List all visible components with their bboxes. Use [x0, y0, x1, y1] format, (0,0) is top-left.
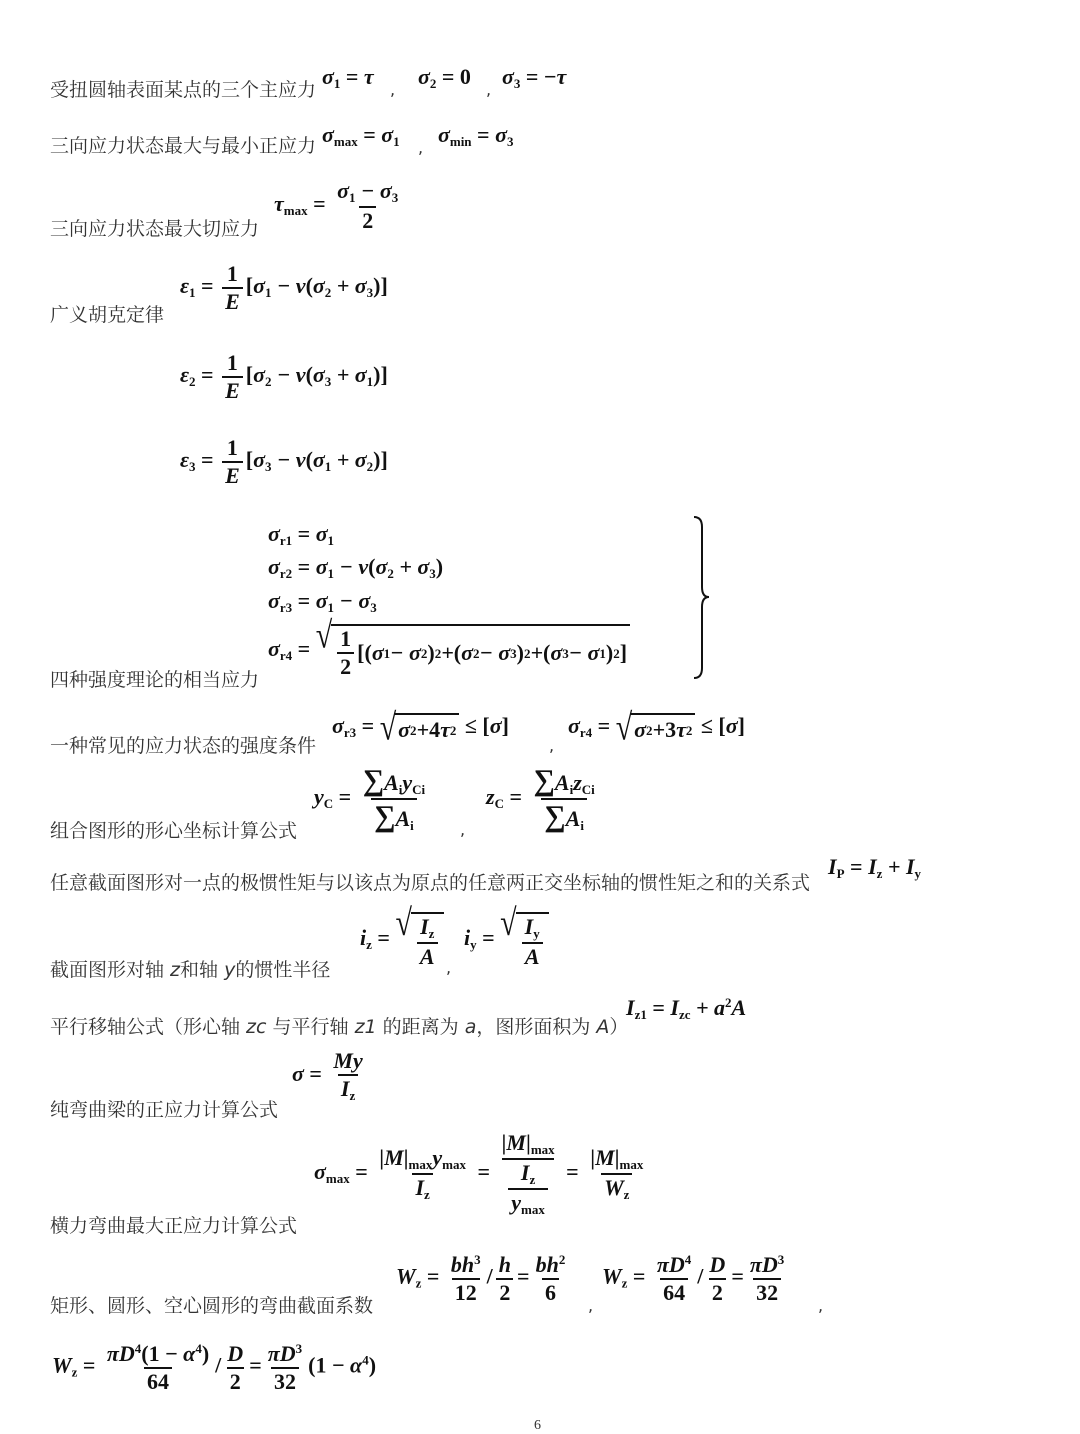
page-number: 6	[534, 1418, 541, 1433]
label-three-max-shear: 三向应力状态最大切应力	[50, 218, 260, 240]
eq-polar-inertia: $I_P = I_z + I_y$	[828, 854, 922, 881]
label-centroid: 组合图形的形心坐标计算公式	[50, 820, 298, 842]
sep-comma: ,	[390, 80, 396, 99]
eq-strength-r3: $\sigma_{r3}$ = √ σ 2 + 4 τ 2 ≤ [σ]	[332, 706, 509, 748]
eq-modulus-circle: $W_z$ = $\frac{\pi D^4}{64}$ / $\frac{D}{2}$ = $\frac{\pi D^3}{32}$	[602, 1251, 785, 1305]
parallel-text-mid1: 与平行轴	[266, 1016, 355, 1038]
gyration-text-pre: 截面图形对轴	[50, 959, 171, 981]
eq-sigma-r2: $\sigma_{r2} = \sigma_1 - \nu(\sigma_2 + \sigma_3)$	[268, 554, 444, 581]
eq-torsion-sigma3: $\sigma_3 = -\tau$	[502, 64, 567, 91]
eq-hooke-eps1: $\varepsilon_1$ = $\frac{1}{E}$ $[\sigma_1 - \nu(\sigma_2 + \sigma_3)]$	[180, 261, 388, 314]
sep-comma: ,	[549, 736, 555, 755]
parallel-A: A	[596, 1016, 610, 1038]
sep-comma: ,	[460, 820, 466, 839]
right-brace	[692, 515, 712, 680]
eq-transverse-bending: $\sigma_{max}$ = $\frac{|M|_{max}y_{max}}{I_z}$ = $\frac{|M|_{max}}{\frac{I_z}{y_{max}}}$ = $\frac{|M|_{max}}{W_z}$	[314, 1130, 644, 1217]
eq-sigma-min: $\sigma_{min} = \sigma_3$	[438, 122, 514, 149]
label-parallel-axis	[50, 1012, 628, 1039]
sep-comma: ,	[418, 138, 424, 157]
eq-modulus-rect: $W_z$ = $\frac{bh^3}{12}$ / $\frac{h}{2}$ = $\frac{bh^2}{6}$	[396, 1251, 566, 1305]
label-three-max-min: 三向应力状态最大与最小正应力	[50, 135, 317, 157]
gyration-text-post: 的惯性半径	[235, 959, 331, 981]
eq-hooke-eps2: $\varepsilon_2$ = $\frac{1}{E}$ $[\sigma_2 - \nu(\sigma_3 + \sigma_1)]$	[180, 350, 388, 403]
label-torsion: 受扭圆轴表面某点的三个主应力	[50, 79, 317, 101]
eq-modulus-hollow: $W_z$ = $\frac{\pi D^4(1 - \alpha^4)}{64}$ / $\frac{D}{2}$ = $\frac{\pi D^3}{32}$ $(1 - \alpha^4)$	[52, 1340, 377, 1394]
eq-sigma-r3: $\sigma_{r3} = \sigma_1 - \sigma_3$	[268, 588, 377, 615]
label-pure-bending: 纯弯曲梁的正应力计算公式	[50, 1099, 279, 1121]
eq-torsion-sigma1: $\sigma_1 = \tau$	[322, 64, 374, 91]
eq-pure-bending: σ = $\frac{My}{I_z}$	[292, 1048, 363, 1103]
eq-parallel-axis: $I_{z1} = I_{zc} + a^2A$	[626, 995, 747, 1022]
label-section-modulus: 矩形、圆形、空心圆形的弯曲截面系数	[50, 1295, 374, 1317]
parallel-z1: z1	[354, 1016, 377, 1038]
eq-gyration-iz: $i_z$ = √ $\frac{I_z}{A}$	[360, 912, 444, 968]
sep-comma: ,	[446, 958, 452, 977]
parallel-a: a	[464, 1016, 477, 1038]
gyration-text-mid: 和轴	[180, 959, 225, 981]
label-polar-inertia: 任意截面图形对一点的极惯性矩与以该点为原点的任意两正交坐标轴的惯性矩之和的关系式	[50, 872, 811, 894]
gyration-axis-y: y	[224, 959, 236, 981]
eq-strength-r4: $\sigma_{r4}$ = √ σ 2 + 3 τ 2 ≤ [σ]	[568, 706, 745, 748]
sep-comma: ,	[588, 1296, 594, 1315]
eq-gyration-iy: $i_y$ = √ $\frac{I_y}{A}$	[464, 912, 549, 968]
label-common-strength: 一种常见的应力状态的强度条件	[50, 735, 317, 757]
parallel-text-post: ）	[609, 1016, 629, 1038]
label-hooke: 广义胡克定律	[50, 304, 165, 326]
eq-tau-max: $\tau_{max}$ = $\frac{\sigma_1 - \sigma_3}{2}$	[274, 178, 399, 233]
gyration-axis-z: z	[170, 959, 181, 981]
parallel-text-mid2: 的距离为	[376, 1016, 465, 1038]
eq-centroid-zc: $z_C$ = $\frac{\sum A_iz_{Ci}}{\sum A_i}$	[486, 764, 595, 833]
eq-sigma-r1: $\sigma_{r1} = \sigma_1$	[268, 521, 335, 548]
sep-comma: ,	[818, 1296, 824, 1315]
parallel-zc: zc	[246, 1016, 267, 1038]
eq-torsion-sigma2: $\sigma_2 = 0$	[418, 64, 471, 91]
parallel-text-pre: 平行移轴公式（形心轴	[50, 1016, 247, 1038]
label-transverse-bending: 横力弯曲最大正应力计算公式	[50, 1215, 298, 1237]
eq-hooke-eps3: $\varepsilon_3$ = $\frac{1}{E}$ $[\sigma_3 - \nu(\sigma_1 + \sigma_2)]$	[180, 435, 388, 488]
eq-centroid-yc: $y_C$ = $\frac{\sum A_iy_{Ci}}{\sum A_i}$	[314, 764, 426, 833]
label-gyration	[50, 955, 330, 982]
parallel-text-mid3: ，图形面积为	[476, 1016, 597, 1038]
eq-sigma-r4: $\sigma_{r4}$ = √ $\frac{1}{2}$ [( σ 1 − σ 2 ) 2 + ( σ 2 − σ 3 ) 2 + ( σ 3 − σ 1 ) 2 ]	[268, 624, 630, 678]
sep-comma: ,	[486, 80, 492, 99]
eq-sigma-max: $\sigma_{max} = \sigma_1$	[322, 122, 400, 149]
label-strength-theories: 四种强度理论的相当应力	[50, 669, 260, 691]
